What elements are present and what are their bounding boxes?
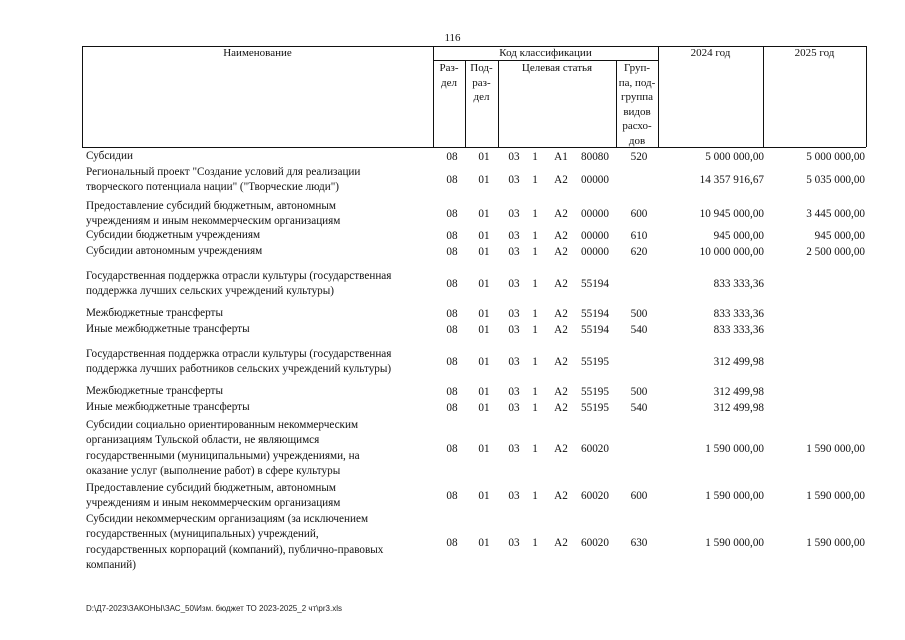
expense-type-cell: 630 (630, 536, 648, 549)
razdel-cell: 08 (446, 230, 458, 242)
target-subprogram-cell: 1 (532, 442, 538, 455)
target-project-cell: A2 (554, 442, 568, 455)
target-project-cell: A2 (554, 278, 568, 290)
target-direction-cell: 55194 (581, 324, 609, 336)
expense-type-cell: 620 (630, 246, 648, 258)
table-row (0, 481, 905, 511)
table-row (0, 244, 905, 260)
row-name-line: оказание услуг (выполнение работ) в сфере культуры (86, 465, 341, 477)
target-project-cell: A2 (554, 356, 568, 368)
row-name-line: Предоставление субсидий бюджетным, автономным (86, 199, 336, 212)
header-year-2025: 2025 год (794, 47, 835, 59)
amount-2025-cell: 945 000,00 (814, 230, 865, 242)
row-name-line: Межбюджетные трансферты (86, 307, 223, 320)
target-project-cell: A2 (554, 536, 568, 549)
target-direction-cell: 00000 (581, 208, 609, 220)
target-direction-cell: 60020 (581, 536, 609, 549)
podrazdel-cell: 01 (478, 324, 490, 336)
target-program-cell: 03 (508, 230, 520, 242)
row-name-line: Иные межбюджетные трансферты (86, 323, 250, 336)
header-razdel: Раз- дел (439, 62, 459, 89)
header-vline-code (658, 46, 659, 147)
row-name (86, 418, 431, 480)
header-bottom-border (82, 147, 866, 148)
amount-2024-cell: 312 499,98 (713, 386, 764, 398)
table-row (0, 228, 905, 244)
target-subprogram-cell: 1 (532, 356, 538, 368)
target-subprogram-cell: 1 (532, 324, 538, 336)
target-direction-cell: 80080 (581, 151, 609, 163)
target-subprogram-cell: 1 (532, 174, 538, 186)
amount-2025-cell: 1 590 000,00 (806, 490, 865, 502)
target-program-cell: 03 (508, 386, 520, 398)
amount-2025-cell: 5 035 000,00 (806, 174, 865, 186)
target-direction-cell: 00000 (581, 230, 609, 242)
expense-type-cell: 600 (630, 208, 648, 220)
razdel-cell: 08 (446, 442, 458, 455)
podrazdel-cell: 01 (478, 490, 490, 502)
target-subprogram-cell: 1 (532, 208, 538, 220)
target-program-cell: 03 (508, 246, 520, 258)
header-podrazdel: Под- раз- дел (470, 62, 493, 104)
target-direction-cell: 55195 (581, 402, 609, 414)
amount-2024-cell: 833 333,36 (713, 308, 764, 320)
amount-2024-cell: 312 499,98 (713, 402, 764, 414)
row-name (86, 512, 431, 574)
header-target: Целевая статья (521, 62, 593, 74)
target-subprogram-cell: 1 (532, 386, 538, 398)
target-subprogram-cell: 1 (532, 278, 538, 290)
target-program-cell: 03 (508, 174, 520, 186)
razdel-cell: 08 (446, 174, 458, 186)
expense-type-cell: 500 (630, 308, 648, 320)
target-direction-cell: 55194 (581, 308, 609, 320)
header-vline-2024 (763, 46, 764, 147)
row-name-line: государственных корпораций (компаний), публично-правовых (86, 543, 384, 556)
expense-type-cell: 600 (630, 490, 648, 502)
amount-2025-cell: 5 000 000,00 (806, 151, 865, 163)
target-subprogram-cell: 1 (532, 230, 538, 242)
row-name-line: Государственная поддержка отрасли культуры (государственная (86, 269, 392, 282)
amount-2024-cell: 833 333,36 (713, 278, 764, 290)
podrazdel-cell: 01 (478, 356, 490, 368)
target-program-cell: 03 (508, 278, 520, 290)
amount-2025-cell: 3 445 000,00 (806, 208, 865, 220)
razdel-cell: 08 (446, 208, 458, 220)
target-project-cell: A2 (554, 490, 568, 502)
amount-2024-cell: 1 590 000,00 (705, 490, 764, 502)
header-year-2024: 2024 год (690, 47, 731, 59)
row-name-line: творческого потенциала нации" ("Творческие люди") (86, 181, 339, 193)
row-name (86, 244, 431, 260)
table-row (0, 400, 905, 416)
table-row (0, 149, 905, 165)
target-subprogram-cell: 1 (532, 246, 538, 258)
row-name-line: поддержка лучших работников сельских учреждений культуры) (86, 363, 392, 375)
target-direction-cell: 55195 (581, 386, 609, 398)
target-program-cell: 03 (508, 356, 520, 368)
table-row (0, 384, 905, 400)
table-row (0, 200, 905, 228)
table-row (0, 347, 905, 377)
target-direction-cell: 55194 (581, 278, 609, 290)
podrazdel-cell: 01 (478, 442, 490, 455)
target-program-cell: 03 (508, 442, 520, 455)
target-project-cell: A2 (554, 402, 568, 414)
row-name (86, 384, 431, 400)
expense-type-cell: 610 (630, 230, 648, 242)
target-direction-cell: 55195 (581, 356, 609, 368)
row-name (86, 322, 431, 338)
row-name (86, 149, 431, 165)
target-program-cell: 03 (508, 151, 520, 163)
amount-2025-cell: 1 590 000,00 (806, 536, 865, 549)
row-name (86, 199, 431, 230)
target-project-cell: A2 (554, 386, 568, 398)
amount-2025-cell: 2 500 000,00 (806, 246, 865, 258)
row-name-line: поддержка лучших сельских учреждений культуры) (86, 285, 335, 297)
podrazdel-cell: 01 (478, 208, 490, 220)
razdel-cell: 08 (446, 308, 458, 320)
target-program-cell: 03 (508, 324, 520, 336)
target-direction-cell: 60020 (581, 442, 609, 455)
target-project-cell: A2 (554, 230, 568, 242)
podrazdel-cell: 01 (478, 151, 490, 163)
row-name (86, 347, 431, 378)
podrazdel-cell: 01 (478, 386, 490, 398)
razdel-cell: 08 (446, 324, 458, 336)
expense-type-cell: 540 (630, 324, 648, 336)
razdel-cell: 08 (446, 356, 458, 368)
podrazdel-cell: 01 (478, 308, 490, 320)
header-vline-right (866, 46, 867, 147)
table-row (0, 268, 905, 300)
target-project-cell: A1 (554, 151, 568, 163)
row-name-line: Предоставление субсидий бюджетным, автономным (86, 481, 336, 494)
target-subprogram-cell: 1 (532, 402, 538, 414)
row-name-line: учреждениям и иным некоммерческим организациям (86, 215, 341, 227)
target-direction-cell: 00000 (581, 246, 609, 258)
table-row (0, 165, 905, 195)
target-program-cell: 03 (508, 208, 520, 220)
row-name-line: Межбюджетные трансферты (86, 385, 223, 398)
amount-2024-cell: 14 357 916,67 (699, 174, 764, 186)
header-vline-left (82, 46, 83, 147)
razdel-cell: 08 (446, 536, 458, 549)
target-direction-cell: 60020 (581, 490, 609, 502)
table-row (0, 511, 905, 574)
expense-type-cell: 520 (630, 151, 648, 163)
amount-2025-cell: 1 590 000,00 (806, 442, 865, 455)
row-name-line: государственными (муниципальными) учреждениями, на (86, 449, 360, 462)
target-project-cell: A2 (554, 308, 568, 320)
amount-2024-cell: 945 000,00 (713, 230, 764, 242)
target-subprogram-cell: 1 (532, 490, 538, 502)
podrazdel-cell: 01 (478, 246, 490, 258)
target-subprogram-cell: 1 (532, 308, 538, 320)
amount-2024-cell: 833 333,36 (713, 324, 764, 336)
page-number: 116 (444, 32, 461, 44)
expense-type-cell: 540 (630, 402, 648, 414)
row-name-line: Субсидии бюджетным учреждениям (86, 229, 261, 242)
target-program-cell: 03 (508, 536, 520, 549)
amount-2024-cell: 1 590 000,00 (705, 536, 764, 549)
footer-file-path: D:\Д7-2023\ЗАКОНЫ\ЗАС_50\Изм. бюджет ТО 2023-2025_2 чт\pr3.xls (86, 604, 342, 613)
header-vr: Груп- па, под- группа видов расхо- дов (618, 62, 656, 147)
target-subprogram-cell: 1 (532, 536, 538, 549)
amount-2024-cell: 1 590 000,00 (705, 442, 764, 455)
row-name-line: государственных (муниципальных) учреждений, (86, 528, 319, 540)
row-name (86, 481, 431, 512)
razdel-cell: 08 (446, 402, 458, 414)
amount-2024-cell: 10 945 000,00 (699, 208, 764, 220)
target-project-cell: A2 (554, 324, 568, 336)
amount-2024-cell: 10 000 000,00 (699, 246, 764, 258)
row-name (86, 306, 431, 322)
razdel-cell: 08 (446, 278, 458, 290)
row-name-line: Государственная поддержка отрасли культуры (государственная (86, 347, 392, 360)
row-name-line: учреждениям и иным некоммерческим организациям (86, 497, 341, 509)
table-row (0, 322, 905, 338)
table-row (0, 306, 905, 322)
row-name (86, 269, 431, 300)
header-code: Код классификации (499, 47, 592, 59)
row-name (86, 400, 431, 416)
row-name-line: Иные межбюджетные трансферты (86, 401, 250, 414)
target-subprogram-cell: 1 (532, 151, 538, 163)
target-project-cell: A2 (554, 208, 568, 220)
amount-2024-cell: 5 000 000,00 (705, 151, 764, 163)
row-name-line: Региональный проект "Создание условий для реализации (86, 165, 361, 178)
expense-type-cell: 500 (630, 386, 648, 398)
target-program-cell: 03 (508, 402, 520, 414)
razdel-cell: 08 (446, 386, 458, 398)
row-name-line: Субсидии (86, 150, 133, 163)
target-project-cell: A2 (554, 174, 568, 186)
amount-2024-cell: 312 499,98 (713, 356, 764, 368)
header-name: Наименование (223, 47, 292, 59)
row-name-line: Субсидии некоммерческим организациям (за исключением (86, 512, 369, 525)
row-name-line: компаний) (86, 559, 136, 571)
row-name (86, 165, 431, 196)
table-row (0, 416, 905, 481)
podrazdel-cell: 01 (478, 536, 490, 549)
target-direction-cell: 00000 (581, 174, 609, 186)
podrazdel-cell: 01 (478, 230, 490, 242)
target-project-cell: A2 (554, 246, 568, 258)
podrazdel-cell: 01 (478, 402, 490, 414)
razdel-cell: 08 (446, 490, 458, 502)
podrazdel-cell: 01 (478, 174, 490, 186)
row-name-line: Субсидии социально ориентированным некоммерческим (86, 418, 359, 431)
target-program-cell: 03 (508, 490, 520, 502)
razdel-cell: 08 (446, 246, 458, 258)
row-name (86, 228, 431, 244)
podrazdel-cell: 01 (478, 278, 490, 290)
target-program-cell: 03 (508, 308, 520, 320)
row-name-line: Субсидии автономным учреждениям (86, 245, 263, 258)
razdel-cell: 08 (446, 151, 458, 163)
row-name-line: организациям Тульской области, не являющимся (86, 434, 320, 446)
